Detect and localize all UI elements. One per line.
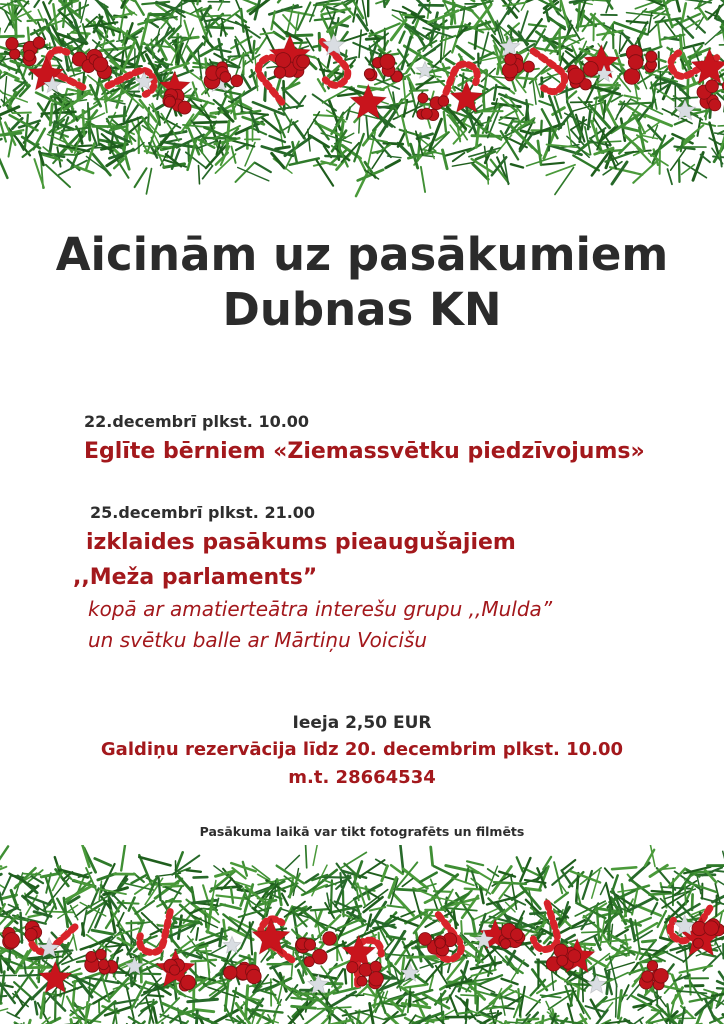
event2-date: 25.decembrī plkst. 21.00 [90, 503, 316, 522]
event2-name-line1: izklaides pasākums pieaugušajiem [86, 530, 516, 555]
event2-desc-line1: kopā ar amatierteātra interešu grupu ,,Mulda” [88, 597, 553, 621]
bottom-pine-garland [0, 845, 724, 1024]
table-reservation: Galdiņu rezervācija līdz 20. decembrim plkst. 10.00 [100, 739, 624, 760]
top-pine-garland [0, 0, 724, 200]
event2-desc-line2: un svētku balle ar Mārtiņu Voicišu [88, 628, 428, 652]
event1-date: 22.decembrī plkst. 10.00 [84, 412, 310, 431]
event1-name: Eglīte bērniem «Ziemassvētku piedzīvojums» [84, 439, 645, 464]
event2-name-line2: ,,Meža parlaments” [73, 565, 318, 590]
entry-price: Ieeja 2,50 EUR [292, 713, 432, 733]
top-garland-image [0, 0, 724, 200]
bottom-garland-image [0, 845, 724, 1024]
photo-notice: Pasākuma laikā var tikt fotografēts un filmēts [199, 824, 525, 839]
phone-number: m.t. 28664534 [288, 767, 436, 788]
poster-title-line2: Dubnas KN [222, 283, 502, 336]
poster-title-line1: Aicinām uz pasākumiem [55, 228, 669, 281]
